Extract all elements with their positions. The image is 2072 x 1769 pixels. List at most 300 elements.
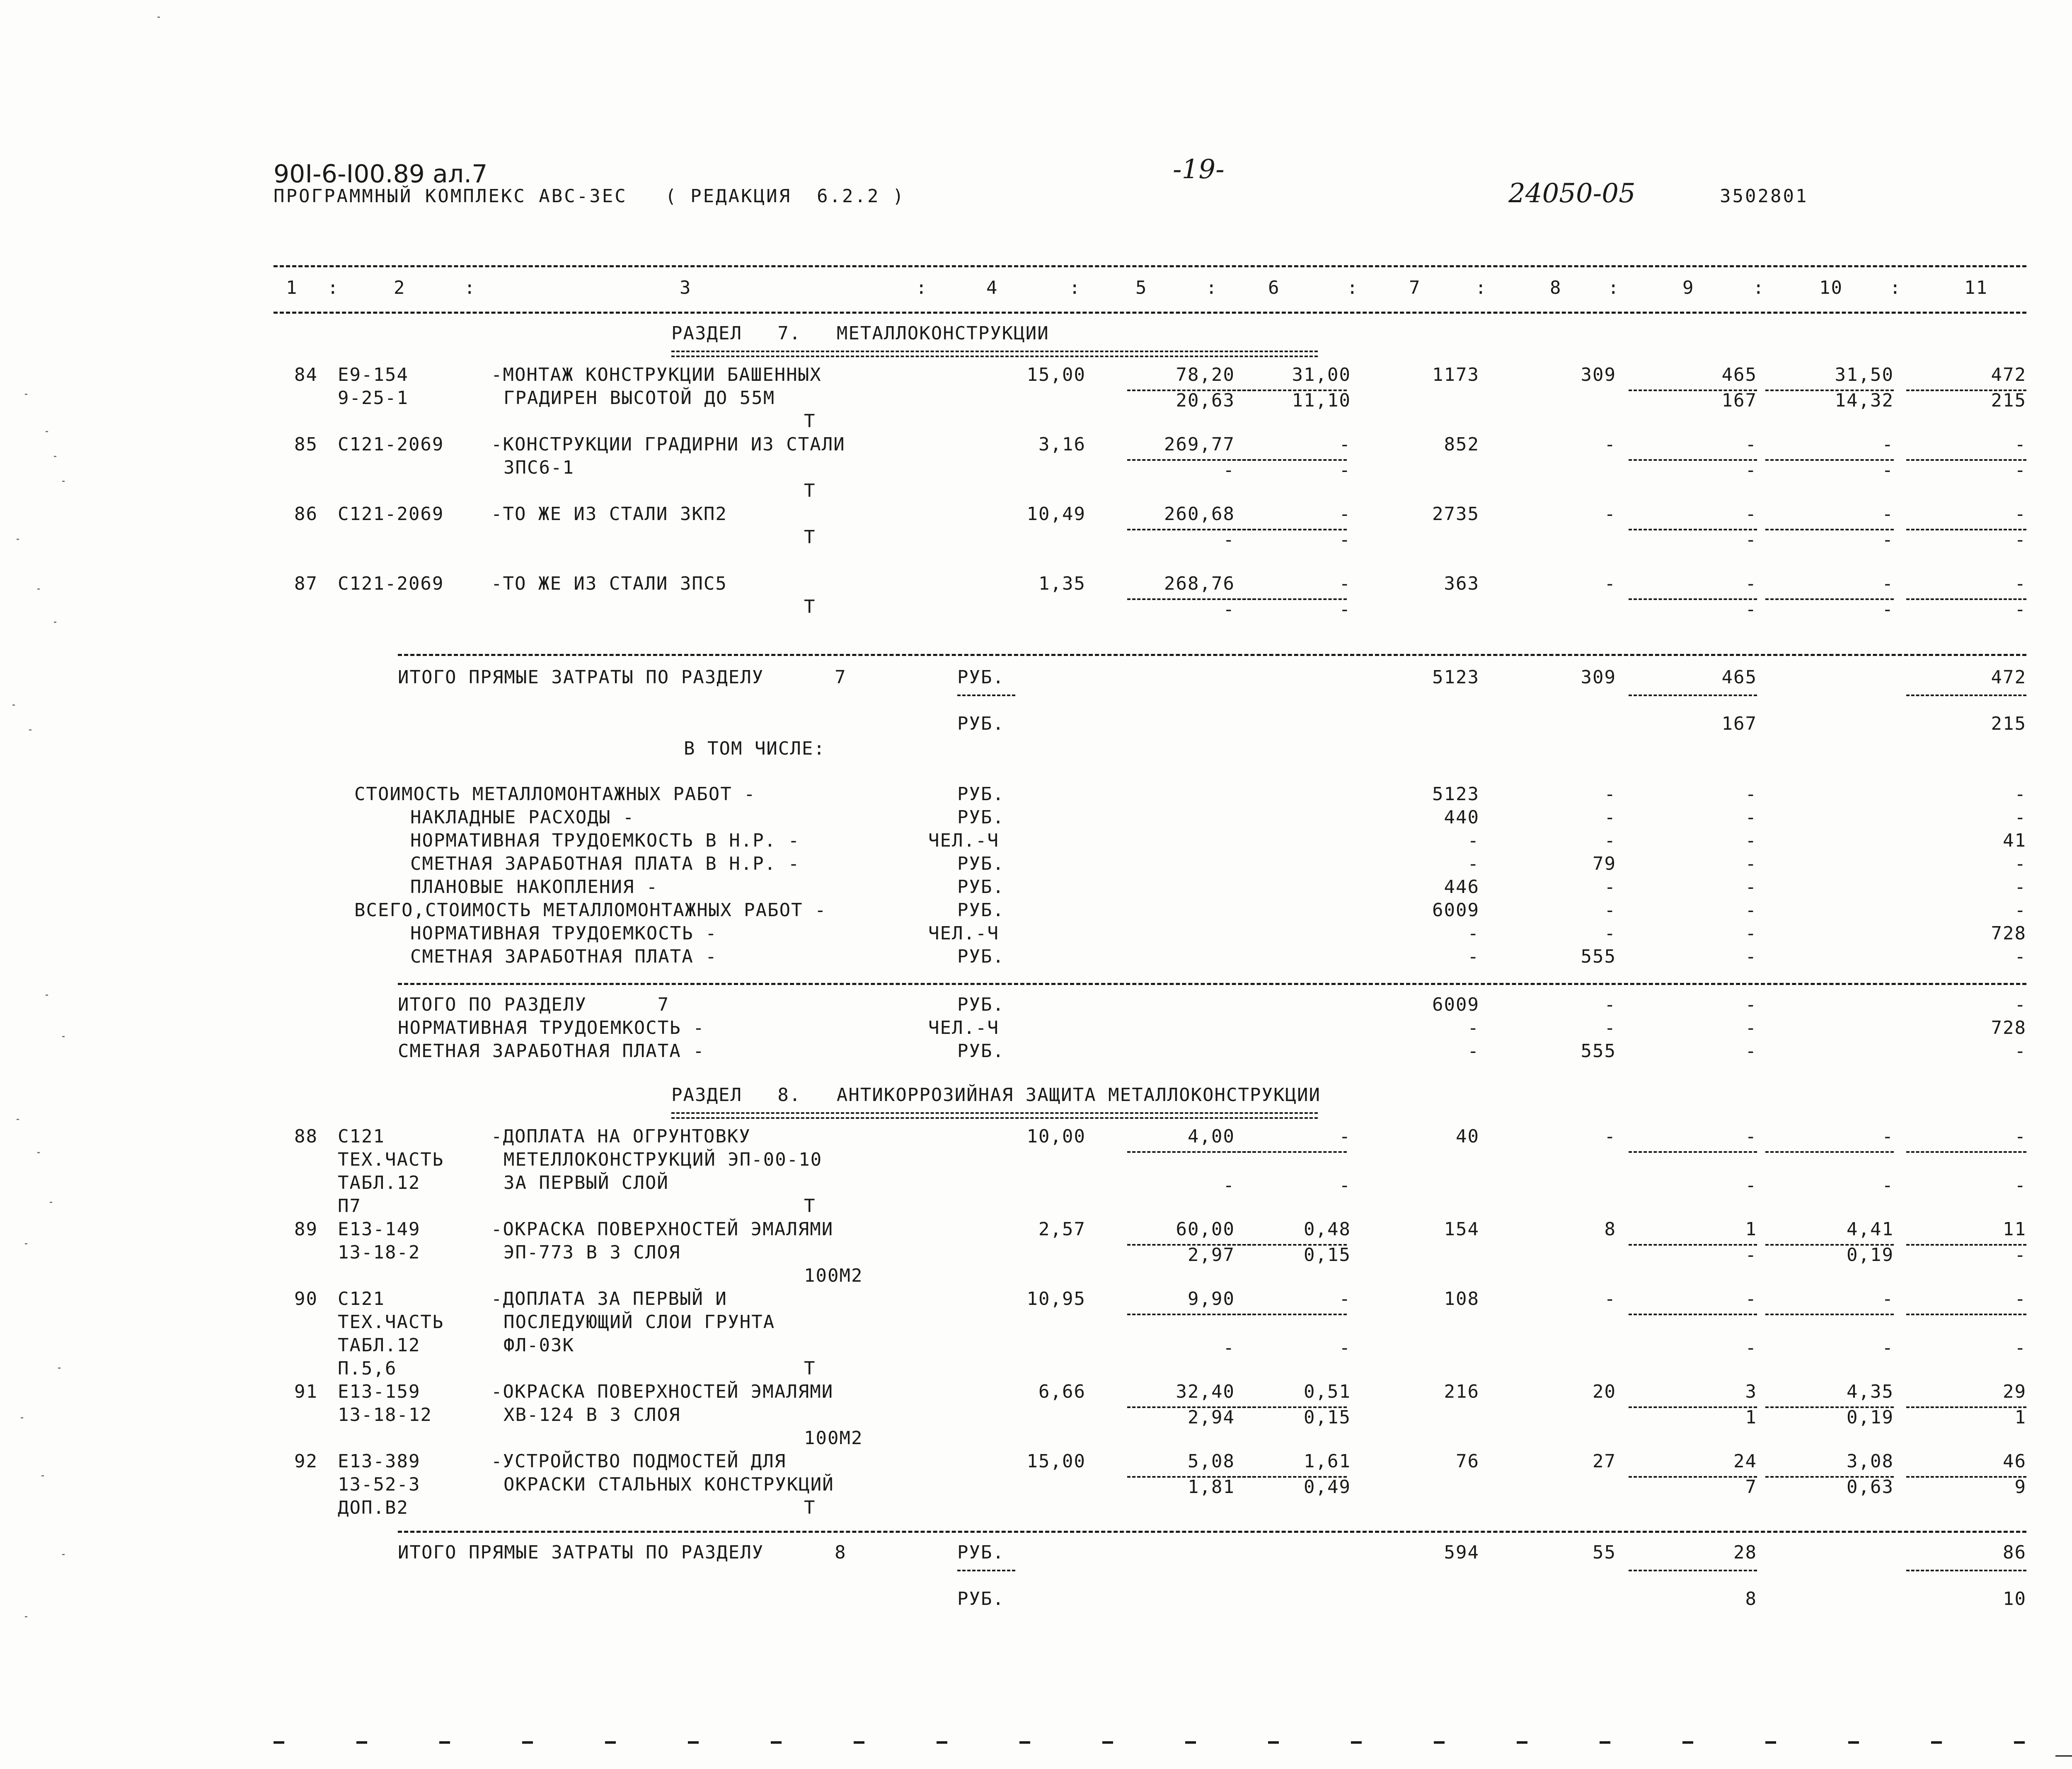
scan-speck [37, 1152, 40, 1153]
breakdown-c9: - [1745, 853, 1757, 874]
item-row-90-c11-b: - [2014, 1337, 2026, 1358]
final-c11: 728 [1991, 1017, 2026, 1038]
item-row-84-unit: Т [804, 411, 816, 432]
item-row-90-c9-rule [1629, 1314, 1757, 1315]
section-8-underline [671, 1112, 1318, 1119]
item-row-91-num: 91 [294, 1381, 318, 1402]
section-8-total-c9-b: 8 [1745, 1588, 1757, 1609]
item-row-86-c5-b: - [1223, 529, 1235, 550]
column-separator: : [1475, 277, 1487, 298]
scan-speck [46, 995, 48, 996]
item-row-90-desc: -ДОПЛАТА ЗА ПЕРВЫЙ И [491, 1288, 727, 1309]
item-row-90-c5-b: - [1223, 1337, 1235, 1358]
item-row-92-c6: 1,61 [1304, 1451, 1351, 1472]
item-row-86-desc: -ТО ЖЕ ИЗ СТАЛИ 3КП2 [491, 503, 727, 525]
item-row-91-c9-b: 1 [1745, 1407, 1757, 1428]
item-row-91-c7: 216 [1444, 1381, 1479, 1402]
breakdown-c11: 41 [2003, 830, 2026, 851]
column-separator: : [1608, 277, 1620, 298]
item-row-88-c10-rule [1765, 1151, 1894, 1153]
item-row-88-c7: 40 [1456, 1126, 1479, 1147]
item-row-90-c5: 9,90 [1188, 1288, 1235, 1309]
section-7-total-label: ИТОГО ПРЯМЫЕ ЗАТРАТЫ ПО РАЗДЕЛУ 7 [398, 667, 847, 688]
item-row-92-c10: 3,08 [1847, 1451, 1894, 1472]
item-row-85-c6-b: - [1339, 460, 1351, 481]
breakdown-label: СТОИМОСТЬ МЕТАЛЛОМОНТАЖНЫХ РАБОТ - [354, 784, 756, 805]
item-row-88-c6-rule [1222, 1151, 1347, 1153]
item-row-85-c8: - [1604, 434, 1616, 455]
scan-speck [50, 1202, 52, 1203]
footer-dash [688, 1741, 699, 1744]
item-row-92-code: Е13-389 [338, 1451, 421, 1472]
item-row-89-c6-b: 0,15 [1304, 1244, 1351, 1266]
column-separator: : [1753, 277, 1765, 298]
item-row-92-c7: 76 [1456, 1451, 1479, 1472]
item-row-92-c5-b: 1,81 [1188, 1476, 1235, 1498]
item-row-90-c10-b: - [1882, 1337, 1894, 1358]
item-row-87-c10: - [1882, 573, 1894, 594]
item-row-84-c5: 78,20 [1176, 364, 1235, 385]
section-8-total-unit-2: РУБ. [957, 1588, 1005, 1609]
section-7-total-c11: 472 [1991, 667, 2026, 688]
item-row-91-desc: ХВ-124 В 3 СЛОЯ [503, 1404, 681, 1425]
footer-dash [1185, 1741, 1196, 1744]
item-row-89-code: Е13-149 [338, 1219, 421, 1240]
breakdown-label: НАКЛАДНЫЕ РАСХОДЫ - [410, 807, 635, 828]
section-7-underline [671, 351, 1318, 357]
scan-speck [54, 622, 56, 623]
item-row-89-c9: 1 [1745, 1219, 1757, 1240]
item-row-92-c11: 46 [2003, 1451, 2026, 1472]
item-row-87-code: С121-2069 [338, 573, 444, 594]
section-7-title: РАЗДЕЛ 7. МЕТАЛЛОКОНСТРУКЦИИ [671, 323, 1049, 344]
item-row-88-c11-b: - [2014, 1175, 2026, 1196]
section-8-total-label: ИТОГО ПРЯМЫЕ ЗАТРАТЫ ПО РАЗДЕЛУ 8 [398, 1542, 847, 1563]
section-8-total-rule [398, 1531, 2026, 1533]
section-8-unit-rule [957, 1570, 1015, 1571]
item-row-86-num: 86 [294, 503, 318, 525]
document-id: 24050-05 [1508, 178, 1636, 209]
item-row-86-c7: 2735 [1432, 503, 1479, 525]
scan-speck [62, 1036, 65, 1037]
item-row-90-desc: ПОСЛЕДУЮЩИЙ СЛОИ ГРУНТА [503, 1312, 775, 1333]
item-row-87-c11-b: - [2014, 599, 2026, 620]
item-row-86-qty: 10,49 [1026, 503, 1086, 525]
item-row-90-code: ТАБЛ.12 [338, 1335, 421, 1356]
item-row-86-code: С121-2069 [338, 503, 444, 525]
item-row-91-c11-b: 1 [2014, 1407, 2026, 1428]
breakdown-c7: - [1467, 830, 1479, 851]
breakdown-unit: РУБ. [957, 900, 1005, 921]
item-row-92-num: 92 [294, 1451, 318, 1472]
item-row-88-c9-b: - [1745, 1175, 1757, 1196]
item-row-91-c6-b: 0,15 [1304, 1407, 1351, 1428]
item-row-84-qty: 15,00 [1026, 364, 1086, 385]
item-row-89-c5: 60,00 [1176, 1219, 1235, 1240]
item-row-85-c7: 852 [1444, 434, 1479, 455]
item-row-85-c11: - [2014, 434, 2026, 455]
footer-dash [1765, 1741, 1776, 1744]
final-unit: ЧЕЛ.-Ч [928, 1017, 999, 1038]
scan-speck [58, 1367, 61, 1369]
item-row-85-c6: - [1339, 434, 1351, 455]
column-header-6: 6 [1268, 277, 1280, 298]
item-row-90-c10-rule [1765, 1314, 1894, 1315]
item-row-86-c8: - [1604, 503, 1616, 525]
footer-dash [1517, 1741, 1527, 1744]
footer-dash [2014, 1741, 2025, 1744]
item-row-91-c5: 32,40 [1176, 1381, 1235, 1402]
item-row-91-c8: 20 [1593, 1381, 1616, 1402]
item-row-90-unit: Т [804, 1358, 816, 1379]
item-row-90-c7: 108 [1444, 1288, 1479, 1309]
item-row-88-desc: ЗА ПЕРВЫЙ СЛОЙ [503, 1172, 669, 1193]
section-7-final-rule [398, 983, 2026, 985]
scan-speck [46, 431, 48, 432]
scan-speck [37, 588, 40, 590]
final-c7: 6009 [1432, 994, 1479, 1015]
final-label: ИТОГО ПО РАЗДЕЛУ 7 [398, 994, 670, 1015]
item-row-91-code: Е13-159 [338, 1381, 421, 1402]
footer-dash [1268, 1741, 1279, 1744]
footer-dash [1848, 1741, 1859, 1744]
item-row-86-c10: - [1882, 503, 1894, 525]
item-row-86-c5: 260,68 [1164, 503, 1235, 525]
item-row-85-desc: 3ПС6-1 [503, 457, 574, 478]
section-8-total-c9: 28 [1733, 1542, 1757, 1563]
footer-dash [1019, 1741, 1030, 1744]
item-row-91-unit: 100М2 [804, 1428, 863, 1449]
breakdown-c8: - [1604, 923, 1616, 944]
item-row-85-c5-b: - [1223, 460, 1235, 481]
column-separator: : [916, 277, 928, 298]
item-row-87-c5-b: - [1223, 599, 1235, 620]
item-row-89-unit: 100М2 [804, 1265, 863, 1286]
item-row-87-unit: Т [804, 596, 816, 617]
item-row-84-c8: 309 [1581, 364, 1616, 385]
footer-dash [1351, 1741, 1362, 1744]
final-label: СМЕТНАЯ ЗАРАБОТНАЯ ПЛАТА - [398, 1041, 705, 1062]
item-row-84-desc: ГРАДИРЕН ВЫСОТОЙ ДО 55М [503, 387, 775, 409]
breakdown-c8: - [1604, 830, 1616, 851]
item-row-89-qty: 2,57 [1038, 1219, 1086, 1240]
column-separator: : [1347, 277, 1359, 298]
item-row-85-c10-b: - [1882, 460, 1894, 481]
item-row-88-desc: МЕТЕЛЛОКОНСТРУКЦИЙ ЭП-00-10 [503, 1149, 823, 1170]
item-row-87-desc: -ТО ЖЕ ИЗ СТАЛИ 3ПС5 [491, 573, 727, 594]
column-header-10: 10 [1819, 277, 1843, 298]
item-row-89-c10-b: 0,19 [1847, 1244, 1894, 1266]
section-7-total-rule [398, 654, 2026, 656]
scan-speck [25, 394, 27, 395]
item-row-90-c6-rule [1222, 1314, 1347, 1315]
footer-dash [1102, 1741, 1113, 1744]
item-row-86-c6: - [1339, 503, 1351, 525]
item-row-87-c8: - [1604, 573, 1616, 594]
footer-dash [1434, 1741, 1445, 1744]
breakdown-c11: 728 [1991, 923, 2026, 944]
item-row-90-c6: - [1339, 1288, 1351, 1309]
item-row-88-c11: - [2014, 1126, 2026, 1147]
page-number: -19- [1173, 154, 1225, 185]
item-row-91-c5-b: 2,94 [1188, 1407, 1235, 1428]
final-unit: РУБ. [957, 1041, 1005, 1062]
item-row-86-c9-b: - [1745, 529, 1757, 550]
breakdown-c7: 440 [1444, 807, 1479, 828]
table-header-rule [274, 312, 2026, 314]
item-row-91-c6: 0,51 [1304, 1381, 1351, 1402]
breakdown-unit: РУБ. [957, 853, 1005, 874]
footer-dash [274, 1741, 284, 1744]
item-row-92-c10-b: 0,63 [1847, 1476, 1894, 1498]
breakdown-unit: ЧЕЛ.-Ч [928, 830, 999, 851]
footer-dash [1682, 1741, 1693, 1744]
breakdown-c11: - [2014, 946, 2026, 967]
breakdown-c9: - [1745, 876, 1757, 898]
document-number: 3502801 [1720, 186, 1808, 207]
item-row-85-c9: - [1745, 434, 1757, 455]
item-row-91-qty: 6,66 [1038, 1381, 1086, 1402]
column-header-3: 3 [680, 277, 692, 298]
scan-speck [157, 17, 160, 18]
final-c9: - [1745, 1017, 1757, 1038]
item-row-90-qty: 10,95 [1026, 1288, 1086, 1309]
item-row-89-c9-b: - [1745, 1244, 1757, 1266]
item-row-88-c6-b: - [1339, 1175, 1351, 1196]
scan-speck [17, 539, 19, 540]
item-row-89-desc: ЭП-773 В 3 СЛОЯ [503, 1242, 681, 1263]
breakdown-c11: - [2014, 900, 2026, 921]
item-row-88-code: С121 [338, 1126, 385, 1147]
breakdown-c9: - [1745, 784, 1757, 805]
item-row-89-code: 13-18-2 [338, 1242, 421, 1263]
item-row-88-c8: - [1604, 1126, 1616, 1147]
item-row-88-c10: - [1882, 1126, 1894, 1147]
section-7-total-unit: РУБ. [957, 667, 1005, 688]
column-header-7: 7 [1409, 277, 1421, 298]
section-7-total-c8: 309 [1581, 667, 1616, 688]
item-row-89-c7: 154 [1444, 1219, 1479, 1240]
breakdown-c9: - [1745, 946, 1757, 967]
breakdown-c9: - [1745, 830, 1757, 851]
section-7-total-c11-b: 215 [1991, 713, 2026, 734]
column-separator: : [1206, 277, 1218, 298]
footer-dash [854, 1741, 864, 1744]
column-separator: : [1069, 277, 1081, 298]
breakdown-c7: 446 [1444, 876, 1479, 898]
item-row-85-code: С121-2069 [338, 434, 444, 455]
section-7-incl-label: В ТОМ ЧИСЛЕ: [684, 738, 825, 759]
item-row-88-c10-b: - [1882, 1175, 1894, 1196]
item-row-87-c11: - [2014, 573, 2026, 594]
scan-speck [12, 704, 15, 706]
column-header-11: 11 [1964, 277, 1988, 298]
footer-underline [2055, 1755, 2072, 1757]
breakdown-label: СМЕТНАЯ ЗАРАБОТНАЯ ПЛАТА - [410, 946, 717, 967]
item-row-91-c9: 3 [1745, 1381, 1757, 1402]
item-row-89-c11: 11 [2003, 1219, 2026, 1240]
scan-speck [41, 1475, 44, 1476]
document-code: 90I-6-I00.89 ал.7 [274, 160, 488, 189]
breakdown-label: СМЕТНАЯ ЗАРАБОТНАЯ ПЛАТА В Н.Р. - [410, 853, 800, 874]
final-unit: РУБ. [957, 994, 1005, 1015]
item-row-84-desc: -МОНТАЖ КОНСТРУКЦИИ БАШЕННЫХ [491, 364, 822, 385]
breakdown-c8: - [1604, 876, 1616, 898]
item-row-89-c10: 4,41 [1847, 1219, 1894, 1240]
item-row-87-c5: 268,76 [1164, 573, 1235, 594]
item-row-91-code: 13-18-12 [338, 1404, 432, 1425]
scan-speck [62, 1554, 65, 1555]
item-row-89-desc: -ОКРАСКА ПОВЕРХНОСТЕЙ ЭМАЛЯМИ [491, 1219, 834, 1240]
column-header-8: 8 [1550, 277, 1562, 298]
section-8-title: РАЗДЕЛ 8. АНТИКОРРОЗИЙНАЯ ЗАЩИТА МЕТАЛЛОКОНСТРУКЦИИ [671, 1084, 1321, 1106]
item-row-87-c6-b: - [1339, 599, 1351, 620]
item-row-88-code: П7 [338, 1195, 361, 1217]
breakdown-unit: РУБ. [957, 946, 1005, 967]
column-header-2: 2 [394, 277, 406, 298]
item-row-88-code: ТЕХ.ЧАСТЬ [338, 1149, 444, 1170]
scan-speck [62, 481, 65, 482]
final-c7: - [1467, 1017, 1479, 1038]
item-row-87-qty: 1,35 [1038, 573, 1086, 594]
scan-speck [29, 729, 31, 731]
column-separator: : [327, 277, 339, 298]
item-row-90-desc: ФЛ-03К [503, 1335, 574, 1356]
item-row-84-c9: 465 [1721, 364, 1757, 385]
breakdown-c7: 6009 [1432, 900, 1479, 921]
item-row-91-c10: 4,35 [1847, 1381, 1894, 1402]
item-row-90-c10: - [1882, 1288, 1894, 1309]
item-row-86-c11: - [2014, 503, 2026, 525]
item-row-86-c11-b: - [2014, 529, 2026, 550]
item-row-85-c5: 269,77 [1164, 434, 1235, 455]
breakdown-c7: - [1467, 923, 1479, 944]
item-row-86-c6-b: - [1339, 529, 1351, 550]
breakdown-label: НОРМАТИВНАЯ ТРУДОЕМКОСТЬ В Н.Р. - [410, 830, 800, 851]
footer-dash [937, 1741, 947, 1744]
item-row-89-c8: 8 [1604, 1219, 1616, 1240]
final-c9: - [1745, 1041, 1757, 1062]
item-row-90-c11: - [2014, 1288, 2026, 1309]
item-row-87-c9-b: - [1745, 599, 1757, 620]
item-row-90-c9: - [1745, 1288, 1757, 1309]
item-row-92-desc: ОКРАСКИ СТАЛЬНЫХ КОНСТРУКЦИЙ [503, 1474, 834, 1495]
item-row-92-qty: 15,00 [1026, 1451, 1086, 1472]
column-header-9: 9 [1682, 277, 1694, 298]
breakdown-c11: - [2014, 784, 2026, 805]
item-row-84-num: 84 [294, 364, 318, 385]
section-8-c11-rule [1906, 1570, 2026, 1571]
item-row-92-code: 13-52-3 [338, 1474, 421, 1495]
breakdown-c7: - [1467, 946, 1479, 967]
section-8-total-c8: 55 [1593, 1542, 1616, 1563]
item-row-90-c11-rule [1906, 1314, 2026, 1315]
item-row-84-c10-b: 14,32 [1835, 390, 1894, 411]
program-title: ПРОГРАММНЫЙ КОМПЛЕКС АВС-3ЕС ( РЕДАКЦИЯ 6.2.2 ) [274, 186, 905, 207]
scan-speck [25, 1616, 27, 1617]
item-row-85-num: 85 [294, 434, 318, 455]
column-header-4: 4 [986, 277, 998, 298]
breakdown-unit: РУБ. [957, 807, 1005, 828]
item-row-91-c11: 29 [2003, 1381, 2026, 1402]
item-row-88-desc: -ДОПЛАТА НА ОГРУНТОВКУ [491, 1126, 751, 1147]
section-7-total-unit-2: РУБ. [957, 713, 1005, 734]
item-row-88-c5-b: - [1223, 1175, 1235, 1196]
item-row-90-c8: - [1604, 1288, 1616, 1309]
section-8-total-unit: РУБ. [957, 1542, 1005, 1563]
section-7-total-c7: 5123 [1432, 667, 1479, 688]
breakdown-c7: 5123 [1432, 784, 1479, 805]
item-row-84-c11: 472 [1991, 364, 2026, 385]
column-header-1: 1 [286, 277, 298, 298]
breakdown-c8: - [1604, 807, 1616, 828]
scan-speck [54, 456, 56, 457]
breakdown-label: НОРМАТИВНАЯ ТРУДОЕМКОСТЬ - [410, 923, 717, 944]
table-top-rule [274, 265, 2026, 267]
item-row-90-c9-b: - [1745, 1337, 1757, 1358]
item-row-86-c9: - [1745, 503, 1757, 525]
footer-dash [356, 1741, 367, 1744]
item-row-87-c6: - [1339, 573, 1351, 594]
item-row-85-c11-b: - [2014, 460, 2026, 481]
breakdown-label: ПЛАНОВЫЕ НАКОПЛЕНИЯ - [410, 876, 658, 898]
footer-dash [605, 1741, 616, 1744]
breakdown-c11: - [2014, 853, 2026, 874]
section-7-total-c9: 465 [1721, 667, 1757, 688]
final-c7: - [1467, 1041, 1479, 1062]
breakdown-unit: РУБ. [957, 784, 1005, 805]
final-c8: 555 [1581, 1041, 1616, 1062]
section-7-c11-rule [1906, 695, 2026, 696]
breakdown-c11: - [2014, 876, 2026, 898]
item-row-90-num: 90 [294, 1288, 318, 1309]
item-row-88-c9-rule [1629, 1151, 1757, 1153]
section-7-unit-rule [957, 695, 1015, 696]
scan-speck [17, 1119, 19, 1120]
footer-dash [1931, 1741, 1942, 1744]
item-row-86-unit: Т [804, 527, 816, 548]
final-c8: - [1604, 994, 1616, 1015]
item-row-87-c9: - [1745, 573, 1757, 594]
item-row-92-c5: 5,08 [1188, 1451, 1235, 1472]
item-row-85-qty: 3,16 [1038, 434, 1086, 455]
item-row-92-c9-b: 7 [1745, 1476, 1757, 1498]
breakdown-c9: - [1745, 807, 1757, 828]
item-row-84-c6-b: 11,10 [1292, 390, 1351, 411]
breakdown-unit: РУБ. [957, 876, 1005, 898]
final-c11: - [2014, 994, 2026, 1015]
item-row-88-c9: - [1745, 1126, 1757, 1147]
item-row-84-c10: 31,50 [1835, 364, 1894, 385]
item-row-92-c11-b: 9 [2014, 1476, 2026, 1498]
item-row-88-c11-rule [1906, 1151, 2026, 1153]
scan-speck [25, 1243, 27, 1244]
item-row-92-c9: 24 [1733, 1451, 1757, 1472]
scan-speck [21, 1417, 23, 1418]
item-row-85-c9-b: - [1745, 460, 1757, 481]
section-8-total-c7: 594 [1444, 1542, 1479, 1563]
footer-dash [439, 1741, 450, 1744]
item-row-85-unit: Т [804, 480, 816, 501]
section-8-total-c11-b: 10 [2003, 1588, 2026, 1609]
item-row-87-c10-b: - [1882, 599, 1894, 620]
item-row-90-code: П.5,6 [338, 1358, 397, 1379]
item-row-85-c10: - [1882, 434, 1894, 455]
item-row-84-code: 9-25-1 [338, 387, 409, 409]
item-row-88-qty: 10,00 [1026, 1126, 1086, 1147]
item-row-89-c11-b: - [2014, 1244, 2026, 1266]
item-row-88-num: 88 [294, 1126, 318, 1147]
